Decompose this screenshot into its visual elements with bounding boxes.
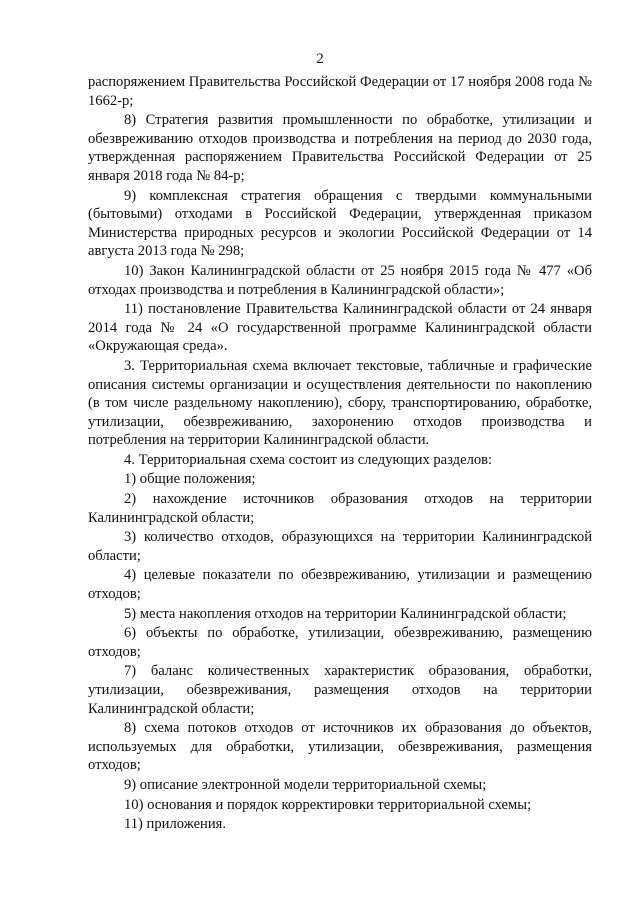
- section-list-item-1: 1) общие положения;: [124, 471, 256, 488]
- section-list-item-9: 9) описание электронной модели территориальной схемы;: [124, 776, 487, 793]
- section-3-scheme-contents: 3. Территориальная схема включает текстовые, табличные и графические описания системы организации и осуществления деятельности по накоплению (в том числе раздельному накоплению), сбору, транспортированию, обработке, утилизации, обезвреживанию, захоронению отходов производства и потребления на территории Калининградской области.: [88, 357, 592, 449]
- section-list-item-6: 6) объекты по обработке, утилизации, обезвреживанию, размещению отходов;: [88, 625, 592, 660]
- section-list-item-2: 2) нахождение источников образования отходов на территории Калининградской области;: [88, 491, 592, 526]
- document-body: [88, 73, 592, 834]
- section-list-item-5: 5) места накопления отходов на территории Калининградской области;: [124, 605, 567, 622]
- list-item-9-waste-strategy: 9) комплексная стратегия обращения с твердыми коммунальными (бытовыми) отходами в Российской Федерации, утвержденная приказом Министерства природных ресурсов и экологии Российской Федерации от 14 августа 2013 года № 298;: [88, 187, 592, 260]
- list-item-11-government-resolution: 11) постановление Правительства Калининградской области от 24 января 2014 года № 24 «О государственной программе Калининградской области «Окружающая среда».: [88, 301, 592, 355]
- section-list-item-3: 3) количество отходов, образующихся на территории Калининградской области;: [88, 529, 592, 564]
- list-item-8-industry-strategy: 8) Стратегия развития промышленности по обработке, утилизации и обезвреживанию отходов производства и потребления на период до 2030 года, утвержденная распоряжением Правительства Российской Федерации от 25 января 2018 года № 84-р;: [88, 112, 592, 184]
- paragraph-continuation: распоряжением Правительства Российской Федерации от 17 ноября 2008 года № 1662-р;: [88, 74, 592, 109]
- list-item-10-regional-law: 10) Закон Калининградской области от 25 ноября 2015 года № 477 «Об отходах производства и потребления в Калининградской области»;: [88, 262, 592, 298]
- section-list-item-11: 11) приложения.: [124, 816, 227, 833]
- section-4-scheme-sections: 4. Территориальная схема состоит из следующих разделов:: [124, 451, 493, 468]
- section-list-item-7: 7) баланс количественных характеристик образования, обработки, утилизации, обезвреживания, размещения отходов на территории Калининградской области;: [88, 663, 592, 717]
- section-list-item-10: 10) основания и порядок корректировки территориальной схемы;: [124, 796, 532, 813]
- section-list-item-8: 8) схема потоков отходов от источников их образования до объектов, используемых для обработки, утилизации, обезвреживания, размещения отходов;: [88, 720, 592, 774]
- page-number: 2: [316, 51, 324, 67]
- section-list-item-4: 4) целевые показатели по обезвреживанию, утилизации и размещению отходов;: [88, 567, 592, 603]
